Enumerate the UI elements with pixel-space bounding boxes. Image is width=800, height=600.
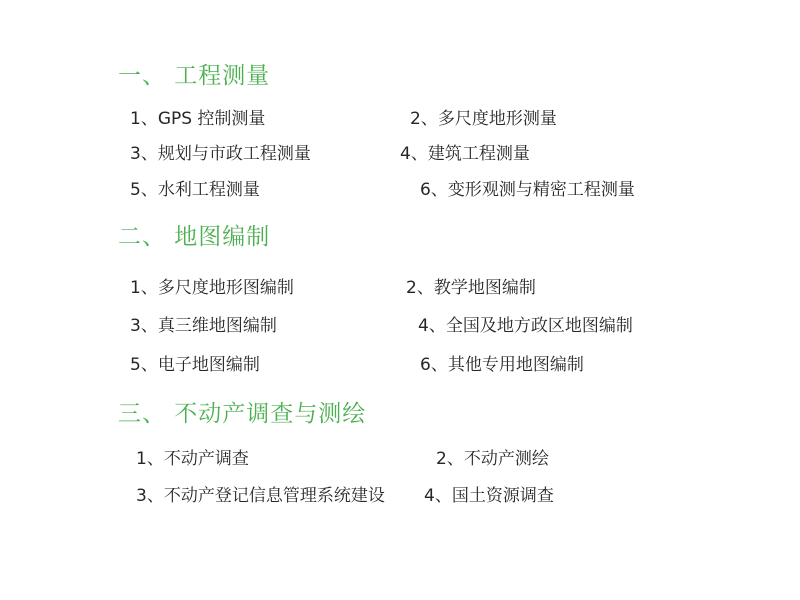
list-item-text: 6、其他专用地图编制 [420,354,584,375]
list-item [40,275,760,301]
list-item [40,106,760,132]
list-item-text: 1、GPS 控制测量 [130,108,266,129]
list-item-text: 2、教学地图编制 [406,277,536,298]
section-map-compilation [40,223,760,378]
section-engineering-survey [40,62,760,203]
list-item-text: 2、多尺度地形测量 [410,108,557,129]
section-heading: 三、 不动产调查与测绘 [118,400,367,427]
list-item [40,352,760,378]
list-item-text: 4、全国及地方政区地图编制 [418,316,633,337]
section-real-estate-survey [40,400,760,510]
list-item-text: 2、不动产测绘 [436,448,549,469]
list-item-text: 4、国土资源调查 [424,486,554,507]
list-item [40,446,760,472]
list-item [40,483,760,509]
list-item-text: 1、多尺度地形图编制 [130,277,294,298]
list-item-text: 3、真三维地图编制 [130,316,277,337]
list-item [40,313,760,339]
list-item-text: 5、水利工程测量 [130,179,260,200]
list-item-text: 1、不动产调查 [136,448,249,469]
list-item [40,177,760,203]
list-item [40,141,760,167]
list-item-text: 3、规划与市政工程测量 [130,144,311,165]
list-item-text: 4、建筑工程测量 [400,144,530,165]
section-heading: 二、 地图编制 [118,223,271,250]
section-heading: 一、 工程测量 [118,63,271,89]
list-item-text: 3、不动产登记信息管理系统建设 [136,486,385,507]
list-item-text: 6、变形观测与精密工程测量 [420,179,635,200]
list-item-text: 5、电子地图编制 [130,354,260,375]
